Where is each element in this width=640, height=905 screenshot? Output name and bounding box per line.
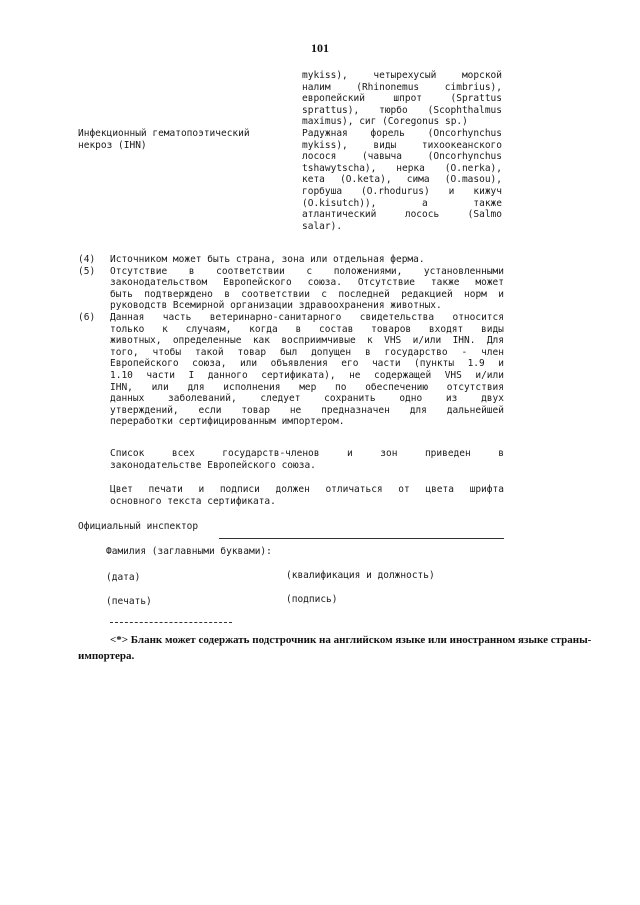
footnote-separator	[110, 622, 232, 623]
note-item	[78, 254, 504, 266]
note-item	[78, 312, 504, 428]
note-number: (5)	[78, 265, 96, 277]
note-item	[78, 266, 504, 312]
note-number: (4)	[78, 254, 96, 265]
disease-line: Инфекционный гематопоэтический	[78, 128, 250, 139]
paragraph-line: основного текста сертификата.	[110, 495, 276, 507]
note-line: законодательством Европейского союза. Отсутствие также может	[110, 277, 504, 289]
footnote-line-1: <*> Бланк может содержать подстрочник на английском языке или иностранном языке страны-	[110, 634, 592, 646]
footnote	[78, 632, 598, 664]
note-line: утверждений, если товар не предназначен для дальнейшей	[110, 404, 504, 416]
paragraph-line: Список всех государств-членов и зон приведен в	[110, 448, 504, 459]
note-line: 1.10 части I данного сертификата), не содержащей VHS и/или	[110, 369, 504, 381]
species-line: (O.kisutch)), а также	[302, 197, 502, 209]
note-line: Отсутствие в соответствии с положениями, установленными	[110, 265, 504, 277]
stamp-label: (печать)	[106, 596, 152, 607]
species-line: sprattus), тюрбо (Scophthalmus	[302, 104, 502, 116]
note-line: животных, определенные как восприимчивые к VHS и/или IHN. Для	[110, 335, 504, 347]
note-line: данных заболеваний, следует сохранить одно из двух	[110, 393, 504, 405]
surname-label: Фамилия (заглавными буквами):	[106, 546, 272, 557]
species-column	[302, 70, 502, 232]
species-line: европейский шпрот (Sprattus	[302, 93, 502, 105]
note-line: Данная часть ветеринарно-санитарного свидетельства относится	[110, 311, 504, 323]
page-number: 101	[311, 41, 329, 55]
print-color-paragraph	[110, 484, 504, 507]
note-line: руководств Всемирной организации здравоохранения животных.	[110, 300, 442, 312]
note-line: Источником может быть страна, зона или отдельная ферма.	[110, 254, 425, 265]
species-line: salar).	[302, 220, 343, 232]
qualification-label: (квалификация и должность)	[286, 570, 435, 581]
species-line: maximus), сиг (Coregonus sp.)	[302, 116, 468, 128]
note-line: переработки сертифицированным импортером.	[110, 416, 345, 428]
species-line: mykiss), четырехусый морской	[302, 70, 502, 81]
note-line: только к случаям, когда в состав товаров входят виды	[110, 323, 504, 335]
inspector-signature-line	[219, 538, 504, 539]
note-line: IHN, или для исполнения мер по обеспечению отсутствия	[110, 381, 504, 393]
note-line: быть подтверждено в соответствии с последней редакцией норм и	[110, 288, 504, 300]
species-line: mykiss), виды тихоокеанского	[302, 139, 502, 151]
species-line: tshawytscha), нерка (O.nerka),	[302, 162, 502, 174]
official-inspector-label: Официальный инспектор	[78, 521, 199, 532]
notes-list	[78, 254, 504, 428]
member-states-paragraph	[110, 448, 504, 471]
paragraph-line: Цвет печати и подписи должен отличаться от цвета шрифта	[110, 484, 504, 495]
note-number: (6)	[78, 311, 96, 323]
date-label: (дата)	[106, 572, 141, 583]
species-line: Радужная форель (Oncorhynchus	[302, 127, 502, 139]
note-text	[110, 254, 504, 266]
species-line: налим (Rhinonemus cimbrius),	[302, 81, 502, 93]
signature-label: (подпись)	[286, 594, 338, 605]
note-line: Европейского союза, или объявления его части (пункты 1.9 и	[110, 358, 504, 370]
disease-name	[78, 128, 298, 151]
species-line: кета (O.keta), сима (O.masou),	[302, 174, 502, 186]
disease-line: некроз (IHN)	[78, 139, 147, 151]
species-line: атлантический лосось (Salmo	[302, 209, 502, 221]
note-text	[110, 312, 504, 428]
species-line: лосося (чавыча (Oncorhynchus	[302, 151, 502, 163]
species-line: горбуша (O.rhodurus) и кижуч	[302, 185, 502, 197]
note-line: того, чтобы такой товар был допущен в государство - член	[110, 346, 504, 358]
footnote-line-2: импортера.	[78, 650, 135, 662]
paragraph-line: законодательстве Европейского союза.	[110, 459, 316, 471]
note-text	[110, 266, 504, 312]
